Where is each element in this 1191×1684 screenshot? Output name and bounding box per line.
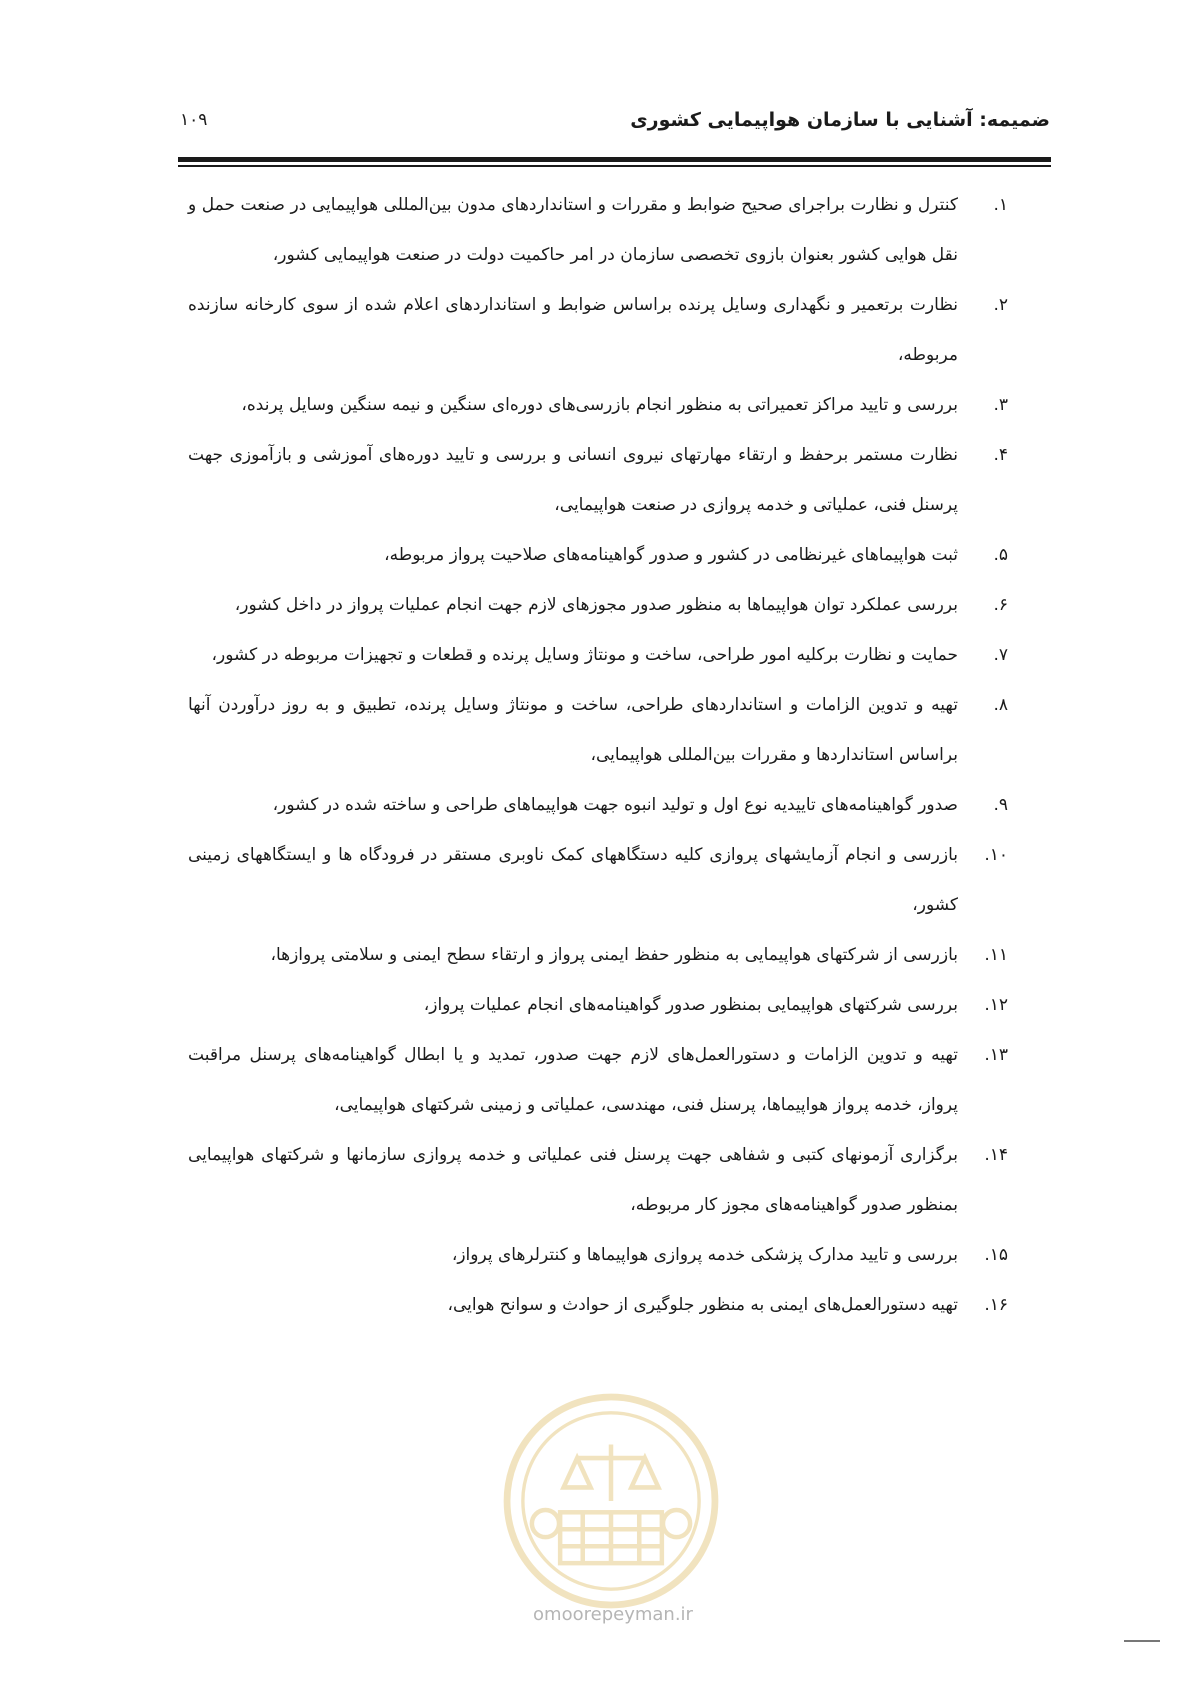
list-item	[188, 630, 1008, 680]
item-number: ۱۴.	[984, 1145, 1008, 1165]
item-text: ثبت هواپیماهای غیرنظامی در کشور و صدور گواهینامه‌های صلاحیت پرواز مربوطه،	[384, 545, 958, 565]
list-item	[188, 780, 1008, 830]
item-text: بررسی و تایید مدارک پزشکی خدمه پروازی هواپیماها و کنترلرهای پرواز،	[451, 1245, 958, 1265]
item-text: صدور گواهینامه‌های تاییدیه نوع اول و تولید انبوه جهت هواپیماهای طراحی و ساخته شده در کشور،	[272, 795, 958, 815]
list-item	[188, 180, 1008, 280]
item-text: تهیه و تدوین الزامات و دستورالعمل‌های لازم جهت صدور، تمدید و یا ابطال گواهینامه‌های پرسنل مراقبت پرواز، خدمه پرواز هواپیماها، پرسنل فنی، مهندسی، عملیاتی و زمینی شرکتهای هواپیمایی،	[188, 1045, 958, 1115]
list-item	[188, 1130, 1008, 1230]
header-rule-thick	[178, 157, 1051, 162]
item-text: بررسی شرکتهای هواپیمایی بمنظور صدور گواهینامه‌های انجام عملیات پرواز،	[423, 995, 958, 1015]
item-number: ۱۳.	[984, 1045, 1008, 1065]
item-text: برگزاری آزمونهای کتبی و شفاهی جهت پرسنل فنی عملیاتی و خدمه پروازی سازمانها و شرکتهای هواپیمایی بمنظور صدور گواهینامه‌های مجوز کار مربوطه،	[188, 1145, 958, 1215]
page-number: ۱۰۹	[180, 110, 208, 130]
watermark-seal-icon	[498, 1388, 724, 1614]
item-number: ۸.	[993, 695, 1008, 715]
item-text: بررسی عملکرد توان هواپیماها به منظور صدور مجوزهای لازم جهت انجام عملیات پرواز در داخل کشور،	[234, 595, 958, 615]
item-text: بازرسی و انجام آزمایشهای پروازی کلیه دستگاههای کمک ناوبری مستقر در فرودگاه ها و ایستگاههای زمینی کشور،	[188, 845, 958, 915]
list-item	[188, 830, 1008, 930]
item-text: بازرسی از شرکتهای هواپیمایی به منظور حفظ ایمنی پرواز و ارتقاء سطح ایمنی و سلامتی پروازها،	[270, 945, 958, 965]
item-text: حمایت و نظارت برکلیه امور طراحی، ساخت و مونتاژ وسایل پرنده و قطعات و تجهیزات مربوطه در کشور،	[211, 645, 958, 665]
item-number: ۲.	[993, 295, 1008, 315]
item-text: تهیه دستورالعمل‌های ایمنی به منظور جلوگیری از حوادث و سوانح هوایی،	[447, 1295, 958, 1315]
list-item	[188, 280, 1008, 380]
item-number: ۳.	[993, 395, 1008, 415]
corner-mark	[1124, 1640, 1160, 1642]
list-item	[188, 580, 1008, 630]
list-item	[188, 380, 1008, 430]
watermark-url: omoorepeyman.ir	[533, 1604, 693, 1625]
item-text: کنترل و نظارت براجرای صحیح ضوابط و مقررات و استانداردهای مدون بین‌المللی هواپیمایی در صنعت حمل و نقل هوایی کشور بعنوان بازوی تخصصی سازمان در امر حاکمیت دولت در صنعت هواپیمایی کشور،	[188, 195, 958, 265]
item-text: تهیه و تدوین الزامات و استانداردهای طراحی، ساخت و مونتاژ وسایل پرنده، تطبیق و به روز درآوردن آنها براساس استانداردها و مقررات بین‌المللی هواپیمایی،	[188, 695, 958, 765]
list-item	[188, 930, 1008, 980]
duties-list	[188, 180, 1008, 1330]
page-header	[180, 100, 1050, 140]
item-number: ۱۰.	[984, 845, 1008, 865]
item-text: بررسی و تایید مراکز تعمیراتی به منظور انجام بازرسی‌های دوره‌ای سنگین و نیمه سنگین وسایل پرنده،	[241, 395, 958, 415]
item-number: ۷.	[993, 645, 1008, 665]
item-text: نظارت برتعمیر و نگهداری وسایل پرنده براساس ضوابط و استانداردهای اعلام شده از سوی کارخانه سازنده مربوطه،	[188, 295, 958, 365]
list-item	[188, 1280, 1008, 1330]
list-item	[188, 1030, 1008, 1130]
list-item	[188, 1230, 1008, 1280]
list-item	[188, 680, 1008, 780]
list-item	[188, 530, 1008, 580]
item-number: ۵.	[993, 545, 1008, 565]
list-item	[188, 430, 1008, 530]
item-number: ۱۲.	[984, 995, 1008, 1015]
item-text: نظارت مستمر برحفظ و ارتقاء مهارتهای نیروی انسانی و بررسی و تایید دوره‌های آموزشی و بازآموزی جهت پرسنل فنی، عملیاتی و خدمه پروازی در صنعت هواپیمایی،	[188, 445, 958, 515]
item-number: ۱۱.	[984, 945, 1008, 965]
header-title: ضمیمه: آشنایی با سازمان هواپیمایی کشوری	[630, 109, 1050, 131]
item-number: ۴.	[993, 445, 1008, 465]
header-rule-thin	[178, 165, 1051, 167]
list-item	[188, 980, 1008, 1030]
item-number: ۱۵.	[984, 1245, 1008, 1265]
item-number: ۶.	[993, 595, 1008, 615]
item-number: ۹.	[993, 795, 1008, 815]
item-number: ۱.	[993, 195, 1008, 215]
item-number: ۱۶.	[984, 1295, 1008, 1315]
